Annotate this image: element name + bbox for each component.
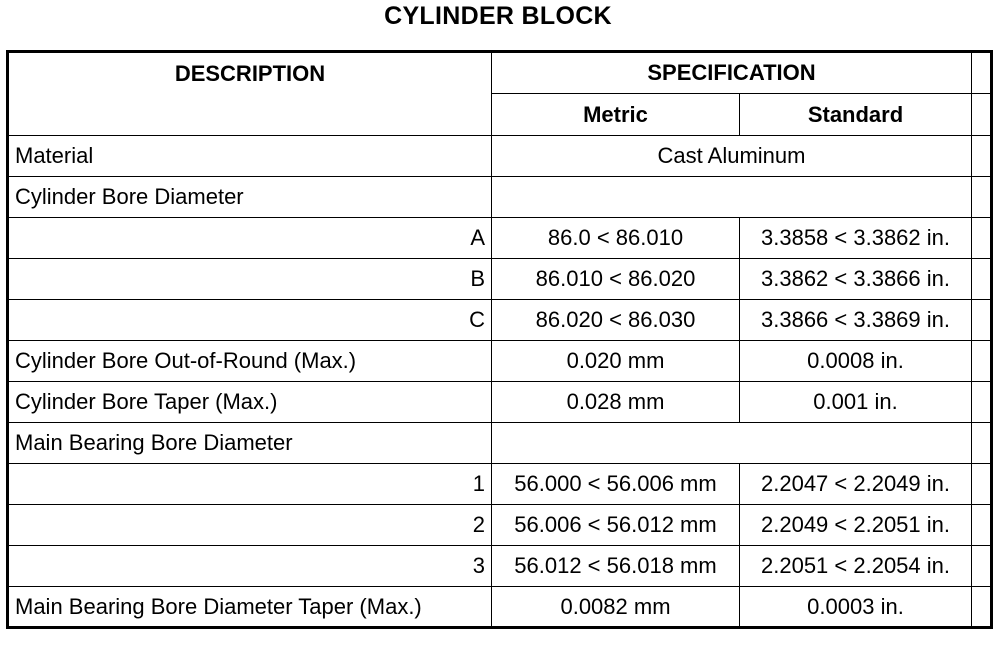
table-row: [8, 464, 992, 505]
row-sub-label: 1: [8, 464, 492, 505]
standard-value: 0.0003 in.: [740, 587, 972, 628]
metric-value: 0.020 mm: [492, 341, 740, 382]
row-description: Main Bearing Bore Diameter Taper (Max.): [8, 587, 492, 628]
row-description: Cylinder Bore Taper (Max.): [8, 382, 492, 423]
table-row: [8, 177, 992, 218]
standard-value: 3.3866 < 3.3869 in.: [740, 300, 972, 341]
table-row: [8, 341, 992, 382]
standard-value: 3.3862 < 3.3866 in.: [740, 259, 972, 300]
side-cell: [972, 218, 992, 259]
side-cell: [972, 52, 992, 94]
standard-value: 2.2047 < 2.2049 in.: [740, 464, 972, 505]
row-sub-label: B: [8, 259, 492, 300]
row-sub-label: 2: [8, 505, 492, 546]
empty-value: [492, 177, 972, 218]
side-cell: [972, 177, 992, 218]
row-description: Cylinder Bore Out-of-Round (Max.): [8, 341, 492, 382]
table-row: [8, 259, 992, 300]
side-cell: [972, 259, 992, 300]
table-row: [8, 587, 992, 628]
section-heading: Main Bearing Bore Diameter: [8, 423, 492, 464]
metric-value: 86.0 < 86.010: [492, 218, 740, 259]
metric-value: 56.000 < 56.006 mm: [492, 464, 740, 505]
side-cell: [972, 341, 992, 382]
metric-value: 56.012 < 56.018 mm: [492, 546, 740, 587]
side-cell: [972, 94, 992, 136]
standard-value: 2.2051 < 2.2054 in.: [740, 546, 972, 587]
table-row: [8, 382, 992, 423]
metric-value: 56.006 < 56.012 mm: [492, 505, 740, 546]
table-row: [8, 136, 992, 177]
table-row: [8, 505, 992, 546]
table-row: [8, 423, 992, 464]
side-cell: [972, 546, 992, 587]
row-sub-label: A: [8, 218, 492, 259]
row-sub-label: C: [8, 300, 492, 341]
table-row: [8, 546, 992, 587]
page-title: CYLINDER BLOCK: [384, 2, 612, 30]
metric-header: Metric: [492, 94, 740, 136]
specification-header: SPECIFICATION: [492, 52, 972, 94]
table-row: [8, 300, 992, 341]
side-cell: [972, 423, 992, 464]
section-heading: Cylinder Bore Diameter: [8, 177, 492, 218]
standard-value: 0.001 in.: [740, 382, 972, 423]
spec-table: [6, 50, 993, 629]
metric-value: 0.0082 mm: [492, 587, 740, 628]
description-header: DESCRIPTION: [8, 52, 492, 136]
table-row: [8, 218, 992, 259]
metric-value: 86.020 < 86.030: [492, 300, 740, 341]
standard-value: 0.0008 in.: [740, 341, 972, 382]
row-description: Material: [8, 136, 492, 177]
empty-value: [492, 423, 972, 464]
spec-table-body: [8, 136, 992, 628]
row-value: Cast Aluminum: [492, 136, 972, 177]
row-sub-label: 3: [8, 546, 492, 587]
metric-value: 86.010 < 86.020: [492, 259, 740, 300]
side-cell: [972, 300, 992, 341]
metric-value: 0.028 mm: [492, 382, 740, 423]
standard-value: 2.2049 < 2.2051 in.: [740, 505, 972, 546]
side-cell: [972, 464, 992, 505]
side-cell: [972, 382, 992, 423]
side-cell: [972, 505, 992, 546]
standard-header: Standard: [740, 94, 972, 136]
side-cell: [972, 136, 992, 177]
standard-value: 3.3858 < 3.3862 in.: [740, 218, 972, 259]
side-cell: [972, 587, 992, 628]
header-row: [8, 52, 992, 94]
